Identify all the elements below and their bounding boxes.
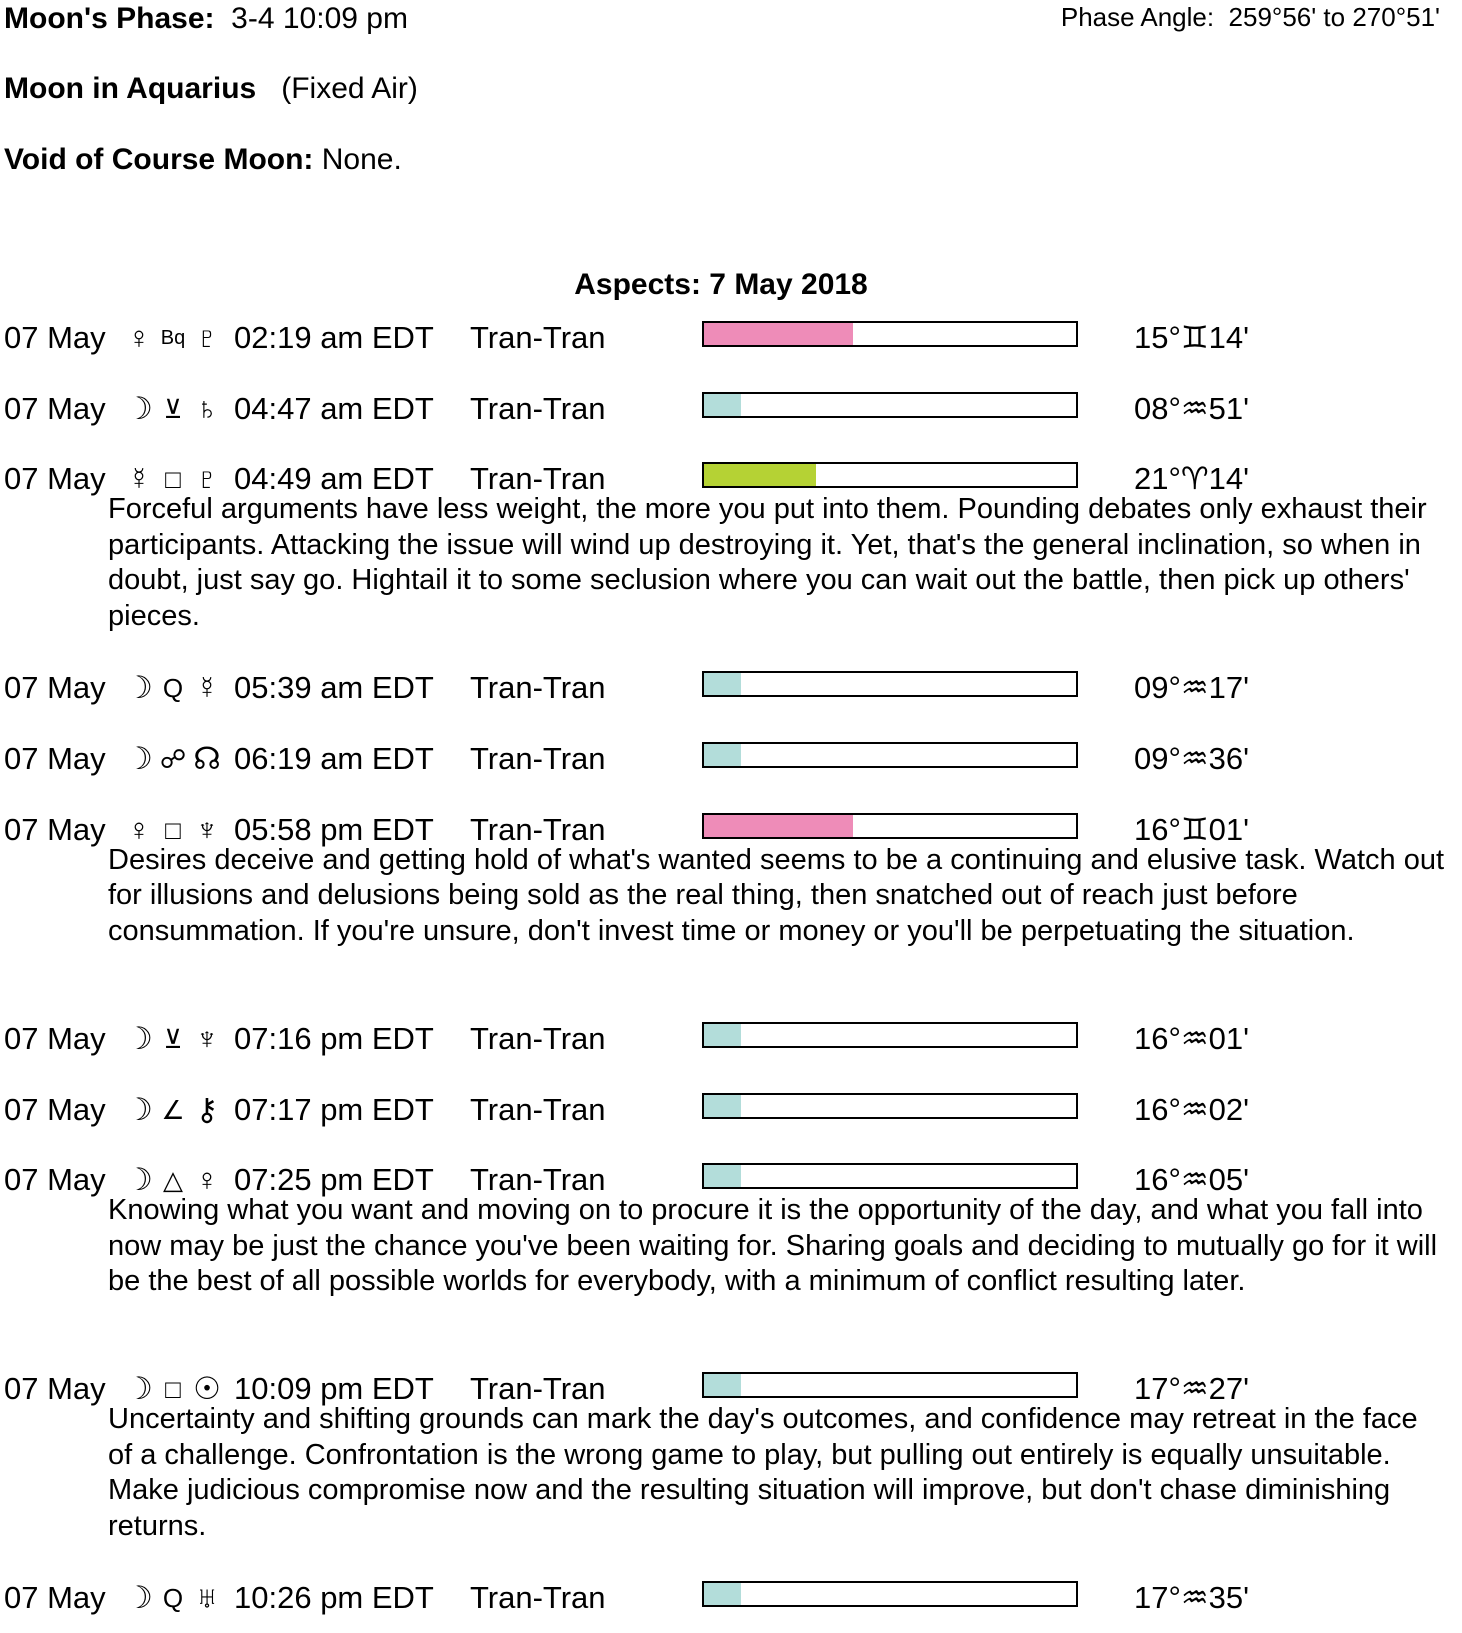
- void-of-course-value: None.: [321, 143, 402, 176]
- mercury-icon: ☿: [195, 670, 219, 706]
- moon-sign-quality: (Fixed Air): [281, 72, 418, 105]
- aspect-row: [4, 318, 1444, 358]
- strength-bar-fill: [704, 394, 741, 416]
- aspect-position: 09°♒36': [1134, 741, 1250, 777]
- aspect-description: Forceful arguments have less weight, the more you put into them. Pounding debates only exhaust their participants. Attacking the issue will wind up destroying it. Yet, that's the general inclination, so when in doubt, just say go. Hightail it to some seclusion where you can wait out the battle, then pick up others' pieces.: [108, 493, 1427, 632]
- aspect-date: 07 May: [4, 1091, 106, 1127]
- moon-icon: ☽: [125, 1162, 153, 1198]
- aspect-position: 21°♈14': [1134, 461, 1250, 497]
- sun-icon: ☉: [193, 1371, 221, 1407]
- semisextile-icon: ⊻: [163, 1023, 183, 1054]
- moon-sign-label: Moon in Aquarius: [4, 72, 257, 105]
- moon-phase-label: Moon's Phase:: [4, 2, 215, 35]
- aspect-row: [4, 1090, 1444, 1130]
- aspect-type: Tran-Tran: [470, 811, 606, 847]
- moon-icon: ☽: [125, 390, 153, 426]
- aspect-position: 17°♒35': [1134, 1580, 1250, 1616]
- moon-icon: ☽: [125, 1020, 153, 1056]
- square-icon: □: [165, 464, 181, 495]
- pluto-icon: ♇: [195, 320, 219, 355]
- aspect-time: 10:26 pm EDT: [234, 1580, 434, 1616]
- strength-bar: [702, 1093, 1078, 1119]
- aspect-date: 07 May: [4, 1020, 106, 1056]
- aspect-row: [4, 1578, 1444, 1618]
- quintile-icon: Q: [162, 673, 184, 704]
- strength-bar: [702, 813, 1078, 839]
- aspect-time: 04:47 am EDT: [234, 390, 434, 426]
- aspect-time: 05:39 am EDT: [234, 670, 434, 706]
- north-node-icon: ☊: [193, 741, 221, 777]
- quintile-icon: Q: [162, 1583, 184, 1614]
- venus-icon: ♀: [127, 811, 151, 847]
- saturn-icon: ♄: [195, 390, 219, 426]
- strength-bar: [702, 671, 1078, 697]
- phase-angle-value: 259°56' to 270°51': [1228, 2, 1440, 32]
- moon-sign-line: [4, 72, 418, 106]
- aspect-position: 15°♊14': [1134, 320, 1250, 355]
- strength-bar-fill: [704, 744, 741, 766]
- strength-bar: [702, 392, 1078, 418]
- aspect-date: 07 May: [4, 1580, 106, 1616]
- void-of-course-line: [4, 143, 402, 177]
- mercury-icon: ☿: [127, 461, 151, 497]
- aspect-description: Knowing what you want and moving on to procure it is the opportunity of the day, and what you fall into now may be just the chance you've been waiting for. Sharing goals and deciding to mutually go for it will be the best of all possible worlds for everybody, with a minimum of conflict resulting later.: [108, 1194, 1438, 1298]
- strength-bar: [702, 1163, 1078, 1189]
- strength-bar: [702, 1022, 1078, 1048]
- aspect-type: Tran-Tran: [470, 670, 606, 706]
- strength-bar-fill: [704, 815, 853, 837]
- semisquare-icon: ∠: [161, 1094, 185, 1125]
- strength-bar: [702, 321, 1078, 347]
- square-icon: □: [165, 1374, 181, 1405]
- aspect-time: 10:09 pm EDT: [234, 1371, 434, 1407]
- aspect-time: 05:58 pm EDT: [234, 811, 434, 847]
- aspect-time: 07:16 pm EDT: [234, 1020, 434, 1056]
- aspect-type: Tran-Tran: [470, 390, 606, 426]
- chiron-icon: ⚷: [195, 1091, 219, 1127]
- moon-icon: ☽: [125, 1091, 153, 1127]
- aspect-date: 07 May: [4, 390, 106, 426]
- venus-icon: ♀: [127, 320, 151, 355]
- moon-icon: ☽: [125, 1580, 153, 1616]
- opposition-icon: ☍: [159, 744, 187, 775]
- aspect-time: 04:49 am EDT: [234, 461, 434, 497]
- biquintile-icon: Bq: [160, 327, 186, 349]
- aspect-date: 07 May: [4, 741, 106, 777]
- aspect-date: 07 May: [4, 461, 106, 497]
- aspect-row: [4, 389, 1444, 429]
- strength-bar: [702, 742, 1078, 768]
- aspect-type: Tran-Tran: [470, 1020, 606, 1056]
- aspect-date: 07 May: [4, 1162, 106, 1198]
- aspect-row: [4, 1019, 1444, 1059]
- strength-bar: [702, 1372, 1078, 1398]
- moon-phase-line: [4, 2, 408, 36]
- aspect-type: Tran-Tran: [470, 1371, 606, 1407]
- aspect-position: 16°♒05': [1134, 1162, 1250, 1198]
- strength-bar-fill: [704, 323, 853, 345]
- phase-angle-label: Phase Angle:: [1060, 2, 1215, 32]
- moon-icon: ☽: [125, 741, 153, 777]
- moon-icon: ☽: [125, 670, 153, 706]
- aspect-time: 07:17 pm EDT: [234, 1091, 434, 1127]
- aspect-date: 07 May: [4, 670, 106, 706]
- strength-bar-fill: [704, 464, 816, 486]
- aspect-type: Tran-Tran: [470, 320, 606, 355]
- neptune-icon: ♆: [195, 811, 219, 847]
- aspect-position: 16°♒02': [1134, 1091, 1250, 1127]
- aspect-time: 06:19 am EDT: [234, 741, 434, 777]
- aspect-position: 16°♊01': [1134, 811, 1250, 847]
- strength-bar-fill: [704, 1165, 741, 1187]
- neptune-icon: ♆: [195, 1020, 219, 1056]
- aspect-position: 09°♒17': [1134, 670, 1250, 706]
- aspect-position: 08°♒51': [1134, 390, 1250, 426]
- strength-bar-fill: [704, 1583, 741, 1605]
- venus-icon: ♀: [195, 1162, 219, 1198]
- aspect-time: 02:19 am EDT: [234, 320, 434, 355]
- moon-phase-value: 3-4 10:09 pm: [231, 2, 408, 35]
- strength-bar-fill: [704, 1095, 741, 1117]
- strength-bar-fill: [704, 1024, 741, 1046]
- trine-icon: △: [163, 1165, 183, 1196]
- aspect-description: Uncertainty and shifting grounds can mark the day's outcomes, and confidence may retreat in the face of a challenge. Confrontation is the wrong game to play, but pulling out entirely is equally unsuitable. Make judicious compromise now and the resulting situation will improve, but don't chase diminishing returns.: [108, 1403, 1418, 1542]
- pluto-icon: ♇: [195, 461, 219, 497]
- uranus-icon: ♅: [195, 1580, 219, 1616]
- void-of-course-label: Void of Course Moon:: [4, 143, 314, 176]
- aspect-position: 17°♒27': [1134, 1371, 1250, 1407]
- aspects-title: Aspects: 7 May 2018: [574, 268, 868, 301]
- aspect-description: Desires deceive and getting hold of what's wanted seems to be a continuing and elusive task. Watch out for illusions and delusions being sold as the real thing, then snatched out of reach just before consummation. If you're unsure, don't invest time or money or you'll be perpetuating the situation.: [108, 843, 1445, 947]
- strength-bar-fill: [704, 673, 741, 695]
- moon-icon: ☽: [125, 1371, 153, 1407]
- strength-bar: [702, 1581, 1078, 1607]
- strength-bar: [702, 462, 1078, 488]
- aspect-type: Tran-Tran: [470, 461, 606, 497]
- phase-angle-line: [1061, 2, 1440, 33]
- aspect-date: 07 May: [4, 811, 106, 847]
- aspect-type: Tran-Tran: [470, 741, 606, 777]
- semisextile-icon: ⊻: [163, 393, 183, 424]
- strength-bar-fill: [704, 1374, 741, 1396]
- aspect-date: 07 May: [4, 320, 106, 355]
- aspect-time: 07:25 pm EDT: [234, 1162, 434, 1198]
- square-icon: □: [165, 814, 181, 845]
- aspect-type: Tran-Tran: [470, 1162, 606, 1198]
- aspect-type: Tran-Tran: [470, 1580, 606, 1616]
- aspect-position: 16°♒01': [1134, 1020, 1250, 1056]
- aspect-row: [4, 739, 1444, 779]
- aspect-row: [4, 668, 1444, 708]
- aspect-type: Tran-Tran: [470, 1091, 606, 1127]
- aspect-date: 07 May: [4, 1371, 106, 1407]
